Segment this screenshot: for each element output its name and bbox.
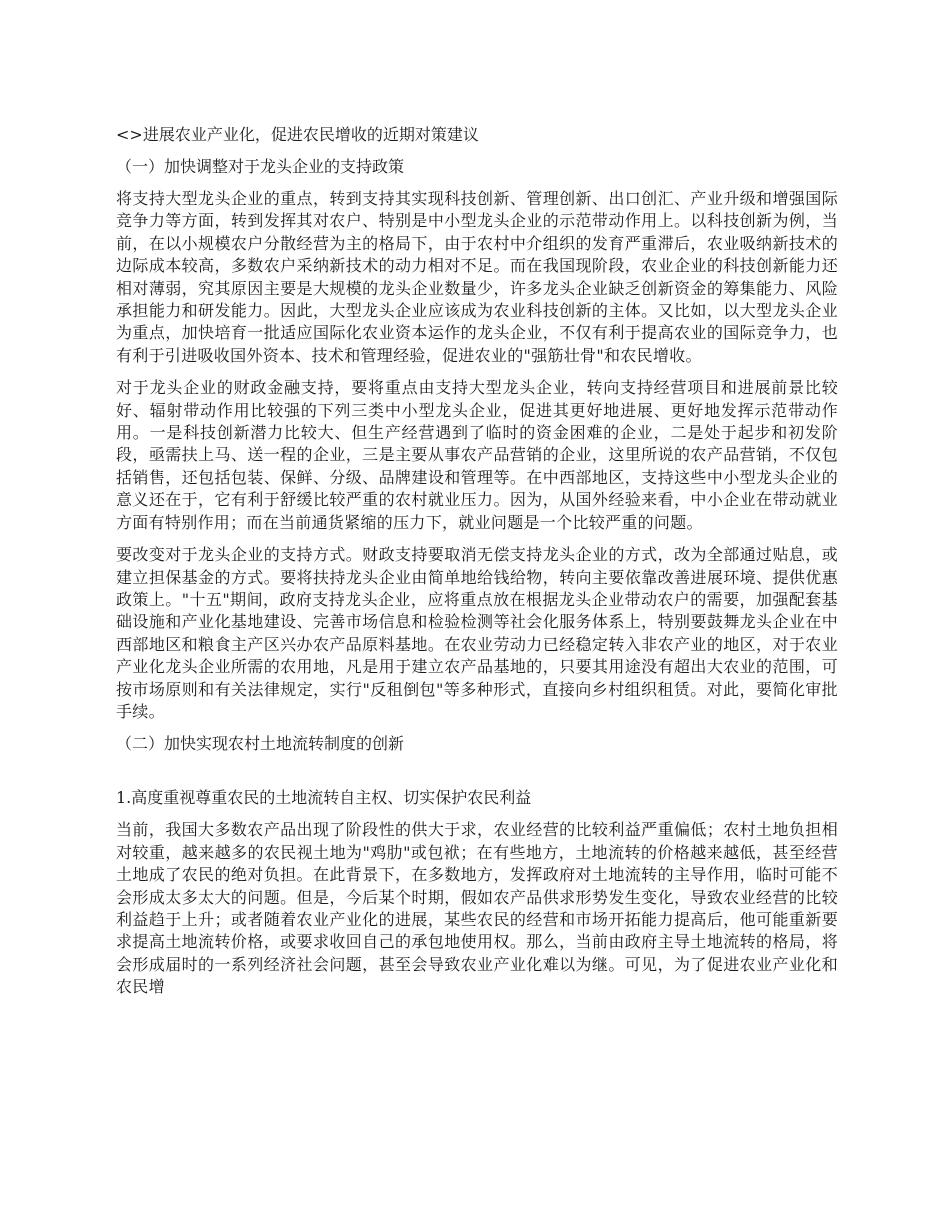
subsection-1-heading: 1.高度重视尊重农民的土地流转自主权、切实保护农民利益	[116, 788, 532, 808]
section-1-paragraph-3: 要改变对于龙头企业的支持方式。财政支持要取消无偿支持龙头企业的方式，改为全部通过贴息，或建立担保基金的方式。要将扶持龙头企业由简单地给钱给物，转向主要依靠改善进展环境、提供优惠政策上。"十五"期间，政府支持龙头企业，应将重点放在根据龙头企业带动农户的需要，加强配套基础设施和产业化基地建设、完善市场信息和检验检测等社会化服务体系上，特别要鼓舞龙头企业在中西部地区和粮食主产区兴办农产品原料基地。在农业劳动力已经稳定转入非农产业的地区，对于农业产业化龙头企业所需的农用地，凡是用于建立农产品基地的，只要其用途没有超出大农业的范围，可按市场原则和有关法律规定，实行"反租倒包"等多种形式，直接向乡村组织租赁。对此，要简化审批手续。	[116, 545, 838, 721]
section-1-paragraph-1: 将支持大型龙头企业的重点，转到支持其实现科技创新、管理创新、出口创汇、产业升级和增强国际竞争力等方面，转到发挥其对农户、特别是中小型龙头企业的示范带动作用上。以科技创新为例，当前，在以小规模农户分散经营为主的格局下，由于农村中介组织的发育严重滞后，农业吸纳新技术的边际成本较高，多数农户采纳新技术的动力相对不足。而在我国现阶段，农业企业的科技创新能力还相对薄弱，究其原因主要是大规模的龙头企业数量少，许多龙头企业缺乏创新资金的筹集能力、风险承担能力和研发能力。因此，大型龙头企业应该成为农业科技创新的主体。又比如，以大型龙头企业为重点，加快培育一批适应国际化农业资本运作的龙头企业，不仅有利于提高农业的国际竞争力，也有利于引进吸收国外资本、技术和管理经验，促进农业的"强筋壮骨"和农民增收。	[116, 189, 838, 365]
section-1-paragraph-2: 对于龙头企业的财政金融支持，要将重点由支持大型龙头企业，转向支持经营项目和进展前景比较好、辐射带动作用比较强的下列三类中小型龙头企业，促进其更好地进展、更好地发挥示范带动作用。一是科技创新潜力比较大、但生产经营遇到了临时的资金困难的企业，二是处于起步和初发阶段，亟需扶上马、送一程的企业，三是主要从事农产品营销的企业，这里所说的农产品营销，不仅包括销售，还包括包装、保鲜、分级、品牌建设和管理等。在中西部地区，支持这些中小型龙头企业的意义还在于，它有利于舒缓比较严重的农村就业压力。因为，从国外经验来看，中小企业在带动就业方面有特别作用；而在当前通货紧缩的压力下，就业问题是一个比较严重的问题。	[116, 378, 838, 532]
document-title: <>进展农业产业化，促进农民增收的近期对策建议	[116, 125, 479, 144]
document-page	[116, 124, 838, 1009]
subsection-1-paragraph-1: 当前，我国大多数农产品出现了阶段性的供大于求，农业经营的比较利益严重偏低；农村土地负担相对较重，越来越多的农民视土地为"鸡肋"或包袱；在有些地方，土地流转的价格越来越低，甚至经营土地成了农民的绝对负担。在此背景下，在多数地方，发挥政府对土地流转的主导作用，临时可能不会形成太多太大的问题。但是，今后某个时期，假如农产品供求形势发生变化，导致农业经营的比较利益趋于上升；或者随着农业产业化的进展，某些农民的经营和市场开拓能力提高后，他可能重新要求提高土地流转价格，或要求收回自己的承包地使用权。那么，当前由政府主导土地流转的格局，将会形成届时的一系列经济社会问题，甚至会导致农业产业化难以为继。可见，为了促进农业产业化和农民增	[116, 820, 838, 997]
section-1-heading: （一）加快调整对于龙头企业的支持政策	[116, 157, 405, 176]
section-2-heading: （二）加快实现农村土地流转制度的创新	[116, 734, 405, 754]
section-spacer	[116, 765, 838, 787]
